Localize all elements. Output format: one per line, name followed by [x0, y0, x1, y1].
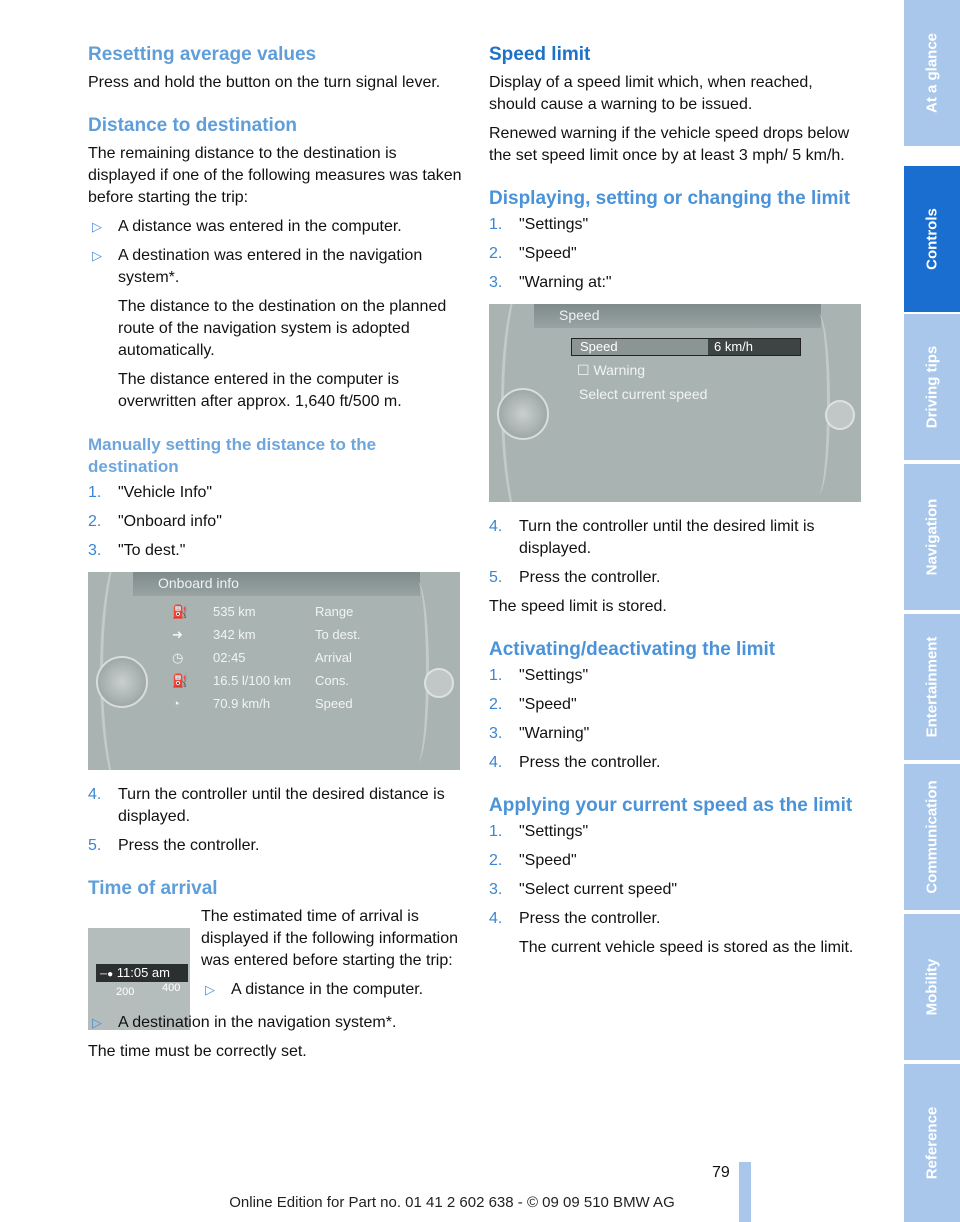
list-item: ▷ A distance in the computer. — [201, 979, 463, 1001]
speed-screen — [489, 304, 861, 502]
row-label: Cons. — [315, 673, 349, 688]
step-text: "Warning at:" — [519, 274, 612, 291]
sidebar-tab-label: Reference — [923, 1106, 941, 1180]
step-text: "Onboard info" — [118, 513, 222, 530]
step-item — [489, 243, 864, 265]
row-value: 535 km — [213, 604, 256, 619]
row-label: Range — [315, 604, 354, 619]
sidebar-tab-label: Entertainment — [923, 636, 941, 738]
heading-speed-limit: Speed limit — [489, 44, 591, 65]
step-number: 1. — [88, 484, 102, 501]
sidebar-tab[interactable] — [904, 1064, 960, 1222]
row-value: 70.9 km/h — [213, 696, 271, 711]
list-subtext: The distance to the destination on the planned route of the navigation system is adopted automatically. — [118, 298, 447, 359]
row-label: To dest. — [315, 627, 361, 642]
step-list — [489, 214, 864, 294]
step-item — [489, 908, 864, 930]
bullet-triangle-icon: ▷ — [92, 248, 102, 263]
heading-arrival: Time of arrival — [88, 878, 218, 899]
bullet-triangle-icon: ▷ — [92, 219, 102, 234]
heading-resetting: Resetting average values — [88, 44, 317, 65]
warning-option[interactable]: ☐ Warning — [577, 362, 646, 378]
step-number: 3. — [88, 542, 102, 559]
select-current-speed-option[interactable]: Select current speed — [579, 386, 708, 402]
step-number: 3. — [489, 725, 503, 742]
step-item — [489, 272, 864, 294]
sidebar-tab[interactable] — [904, 166, 960, 312]
step-list — [88, 784, 463, 857]
step-item — [88, 835, 463, 857]
left-column — [88, 44, 463, 1070]
step-text: "Speed" — [519, 852, 577, 869]
sidebar-tab[interactable] — [904, 464, 960, 610]
step-list — [489, 821, 864, 930]
bullet-triangle-icon: ▷ — [92, 1015, 102, 1030]
list-subtext: The distance entered in the computer is overwritten after approx. 1,640 ft/500 m. — [118, 371, 402, 410]
step-number: 4. — [88, 786, 102, 803]
step-item — [489, 752, 864, 774]
step-number: 2. — [489, 696, 503, 713]
controller-knob-icon — [96, 656, 148, 708]
step-list — [489, 516, 864, 589]
sidebar-tab-label: Controls — [923, 208, 941, 270]
onboard-info-screen — [88, 572, 460, 770]
step-text: Turn the controller until the desired distance is displayed. — [118, 786, 445, 825]
list-item: ▷ A destination in the navigation system*. — [88, 1012, 463, 1034]
sidebar-tab[interactable] — [904, 614, 960, 760]
speed-mark: 200 — [116, 986, 135, 998]
speed-value: 6 km/h — [708, 339, 800, 355]
step-item — [489, 665, 864, 687]
step-number: 1. — [489, 667, 503, 684]
screen-title: Onboard info — [158, 575, 239, 591]
sidebar-tab-label: Mobility — [923, 958, 941, 1016]
step-item — [489, 723, 864, 745]
step-text: "Speed" — [519, 245, 577, 262]
sidebar-tab-label: At a glance — [923, 32, 941, 114]
step-item — [489, 516, 864, 560]
right-knob-icon — [424, 668, 454, 698]
list-item: ▷ A destination was entered in the navigation system*. — [92, 247, 423, 286]
sidebar-tab[interactable] — [904, 764, 960, 910]
page-marker — [739, 1162, 751, 1222]
sidebar-tab[interactable] — [904, 914, 960, 1060]
step-item — [88, 784, 463, 828]
para-stored: The speed limit is stored. — [489, 598, 667, 615]
step-number: 2. — [88, 513, 102, 530]
step-text: "Warning" — [519, 725, 590, 742]
footer-text: Online Edition for Part no. 01 41 2 602 638 - © 09 09 510 BMW AG — [229, 1194, 675, 1211]
para-reset: Press and hold the button on the turn signal lever. — [88, 74, 441, 91]
sidebar-tab-label: Driving tips — [923, 345, 941, 429]
step-number: 3. — [489, 274, 503, 291]
step-text: "Speed" — [519, 696, 577, 713]
step-text: "Settings" — [519, 667, 589, 684]
step-text: "Settings" — [519, 823, 589, 840]
step-item — [88, 540, 463, 562]
heading-manual: Manually setting the distance to the destination — [88, 435, 377, 476]
step-item — [88, 482, 463, 504]
step-number: 3. — [489, 881, 503, 898]
row-label: Arrival — [315, 650, 352, 665]
para-speed1: Display of a speed limit which, when reached, should cause a warning to be issued. — [489, 74, 813, 113]
sidebar-tab[interactable] — [904, 0, 960, 146]
step-item — [489, 879, 864, 901]
para-arrival: The estimated time of arrival is displayed if the following information was entered before starting the trip: — [201, 908, 459, 969]
sidebar-tab[interactable] — [904, 314, 960, 460]
step-item — [489, 821, 864, 843]
step-text: Press the controller. — [519, 910, 661, 927]
para-distance: The remaining distance to the destination is displayed if one of the following measures was taken before starting the trip: — [88, 145, 462, 206]
sidebar-tab-label: Navigation — [923, 498, 941, 576]
step-number: 4. — [489, 910, 503, 927]
para-time-set: The time must be correctly set. — [88, 1043, 307, 1060]
step-list — [489, 665, 864, 774]
section-sidebar — [904, 0, 960, 1222]
clock-time: 11:05 am — [116, 965, 170, 980]
list-item: ▷ A distance was entered in the computer. — [88, 216, 463, 238]
step-number: 4. — [489, 754, 503, 771]
heading-applying: Applying your current speed as the limit — [489, 795, 853, 816]
clock-icon: ─● — [100, 969, 114, 980]
list-subtext: The current vehicle speed is stored as the limit. — [519, 939, 854, 956]
step-text: Press the controller. — [519, 754, 661, 771]
step-item — [489, 694, 864, 716]
page-number: 79 — [712, 1164, 730, 1181]
step-number: 1. — [489, 823, 503, 840]
step-text: "Vehicle Info" — [118, 484, 213, 501]
step-item — [489, 567, 864, 589]
step-number: 5. — [88, 837, 102, 854]
heading-activating: Activating/deactivating the limit — [489, 639, 776, 660]
step-text: "Settings" — [519, 216, 589, 233]
row-icon: ◷ — [172, 650, 184, 665]
step-number: 1. — [489, 216, 503, 233]
step-item — [489, 214, 864, 236]
step-text: "To dest." — [118, 542, 186, 559]
step-list — [88, 482, 463, 562]
step-text: "Select current speed" — [519, 881, 678, 898]
controller-knob-icon — [497, 388, 549, 440]
row-value: 02:45 — [213, 650, 246, 665]
sidebar-tab-label: Communication — [923, 780, 941, 894]
row-value: 16.5 l/100 km — [213, 673, 292, 688]
speed-mark: 400 — [162, 982, 181, 994]
step-item — [88, 511, 463, 533]
right-knob-icon — [825, 400, 855, 430]
step-text: Press the controller. — [519, 569, 661, 586]
right-column — [489, 44, 864, 966]
speed-field[interactable]: Speed 6 km/h — [571, 338, 801, 356]
row-value: 342 km — [213, 627, 256, 642]
bullet-triangle-icon: ▷ — [205, 982, 215, 997]
screen-title: Speed — [559, 307, 600, 323]
row-icon: ⛽ — [172, 673, 189, 688]
step-text: Turn the controller until the desired limit is displayed. — [519, 518, 815, 557]
step-number: 2. — [489, 852, 503, 869]
para-speed2: Renewed warning if the vehicle speed drops below the set speed limit once by at least 3 mph/ 5 km/h. — [489, 125, 850, 164]
row-icon: ⛽ — [172, 604, 189, 619]
row-icon: ◔ — [172, 696, 180, 711]
step-item — [489, 850, 864, 872]
checkbox-icon: ☐ — [577, 362, 590, 378]
step-number: 2. — [489, 245, 503, 262]
step-text: Press the controller. — [118, 837, 260, 854]
step-number: 5. — [489, 569, 503, 586]
row-icon: ➜ — [172, 627, 183, 642]
heading-displaying: Displaying, setting or changing the limit — [489, 188, 851, 209]
row-label: Speed — [315, 696, 353, 711]
step-number: 4. — [489, 518, 503, 535]
heading-distance: Distance to destination — [88, 115, 298, 136]
